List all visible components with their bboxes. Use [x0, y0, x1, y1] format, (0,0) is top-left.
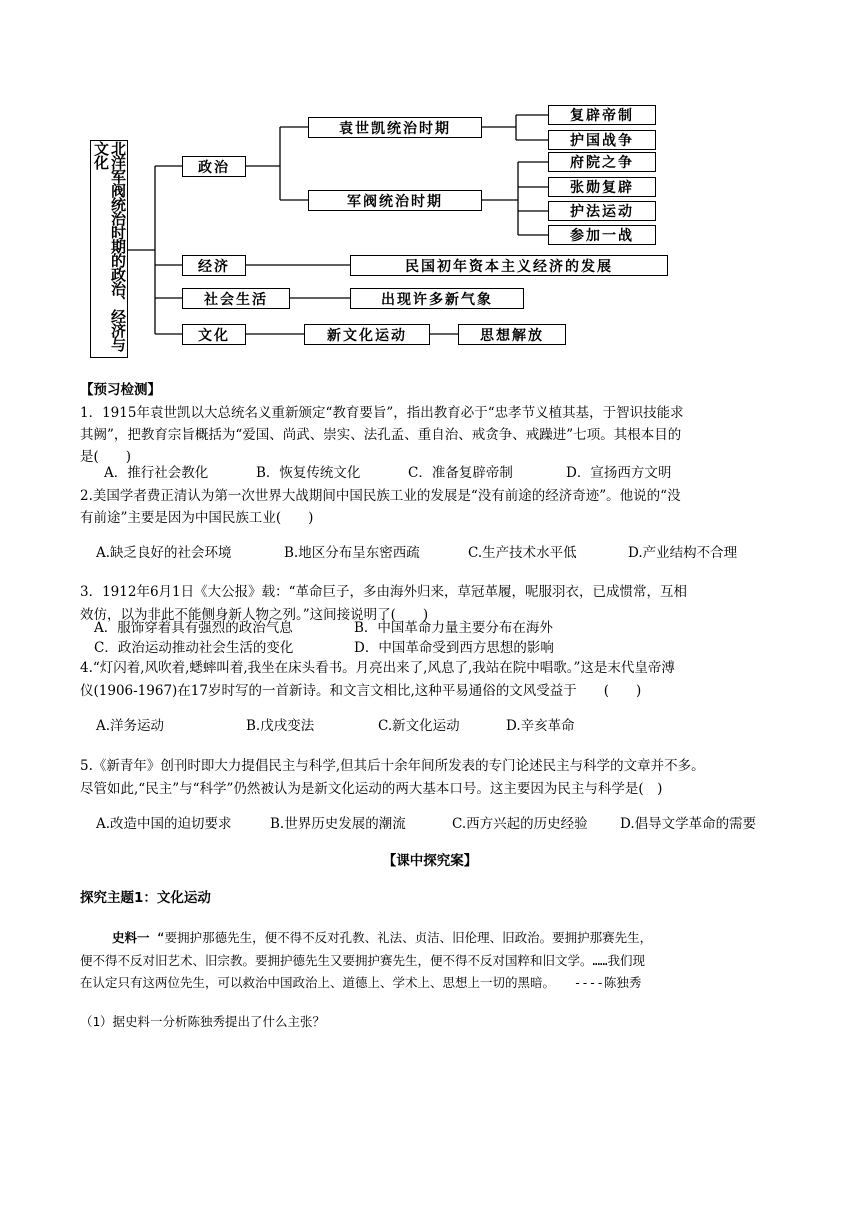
q3-option-b[interactable]: B．中国革命力量主要分布在海外: [354, 620, 553, 636]
q5-option-b[interactable]: B.世界历史发展的潮流: [270, 816, 406, 832]
node-social-life: 社会生活: [182, 288, 290, 309]
q4-option-b[interactable]: B.戊戌变法: [246, 718, 315, 734]
q3-line2: 效仿，以为非此不能侧身新人物之列。”这间接说明了( ): [80, 607, 429, 623]
q3-line1: 3．1912年6月1日《大公报》载：“革命巨子，多由海外归来，草冠革履，呢服羽衣，已成惯常，互相: [80, 584, 688, 600]
node-culture: 文化: [182, 324, 246, 345]
node-economy: 经济: [182, 255, 246, 276]
q4-option-c[interactable]: C.新文化运动: [378, 718, 460, 734]
q5-option-a[interactable]: A.改造中国的迫切要求: [96, 816, 232, 832]
q5-options: [0, 814, 860, 834]
inquiry-topic-1: 探究主题1：文化运动: [80, 890, 211, 906]
q5-option-c[interactable]: C.西方兴起的历史经验: [452, 816, 588, 832]
q4-options: [0, 716, 860, 736]
q3-option-d[interactable]: D．中国革命受到西方思想的影响: [354, 640, 554, 656]
node-fuyuan-dispute: 府院之争: [548, 152, 656, 172]
node-restore-monarchy: 复辟帝制: [548, 105, 656, 125]
q5-line1: 5.《新青年》创刊时即大力提倡民主与科学,但其后十余年间所发表的专门论述民主与科学的文章并不多。: [80, 758, 705, 774]
q3-option-a[interactable]: A．服饰穿着具有强烈的政治气息: [94, 620, 293, 636]
source-1-line3: 在认定只有这两位先生，可以救治中国政治上、道德上、学术上、思想上一切的黑暗。 ----陈独秀: [80, 975, 642, 990]
node-yuan-period: 袁世凯统治时期: [308, 117, 482, 138]
source-1-text-line1: “要拥护那德先生，便不得不反对孔教、礼法、贞洁、旧伦理、旧政治。要拥护那赛先生，: [157, 930, 653, 945]
question-1-prompt: （1）据史料一分析陈独秀提出了什么主张？: [80, 1014, 326, 1029]
q2-option-c[interactable]: C.生产技术水平低: [468, 545, 577, 561]
q1-line1: 1．1915年袁世凯以大总统名义重新颁定“教育要旨”，指出教育必于“忠孝节义植其基，于智识技能求: [80, 405, 684, 421]
q5-option-d[interactable]: D.倡导文学革命的需要: [620, 816, 757, 832]
node-national-protection-war: 护国战争: [548, 130, 656, 150]
node-warlord-period: 军阀统治时期: [308, 190, 482, 211]
q2-option-d[interactable]: D.产业结构不合理: [628, 545, 738, 561]
q4-option-d[interactable]: D.辛亥革命: [506, 718, 575, 734]
concept-map-connectors: [0, 0, 860, 370]
q2-line1: 2.美国学者费正清认为第一次世界大战期间中国民族工业的发展是“没有前途的经济奇迹”。他说的“没: [80, 488, 681, 504]
node-social-detail: 出现许多新气象: [350, 288, 524, 309]
q1-option-b[interactable]: B．恢复传统文化: [256, 465, 361, 481]
source-1-line1: [112, 928, 652, 948]
q1-option-a[interactable]: A．推行社会教化: [104, 465, 209, 481]
node-new-culture-movement: 新文化运动: [304, 324, 430, 345]
q1-line3: 是( ): [80, 449, 132, 465]
q4-line1: 4.“灯闪着,风吹着,蟋蟀叫着,我坐在床头看书。月亮出来了,风息了,我站在院中唱歌。”这是末代皇帝溥: [80, 660, 675, 676]
q2-option-b[interactable]: B.地区分布呈东密西疏: [284, 545, 420, 561]
q2-options: [0, 543, 860, 563]
q1-options: [0, 463, 860, 483]
q3-options-row1: [0, 618, 860, 638]
source-1-label: 史料一: [112, 930, 150, 945]
q5-line2: 尽管如此,“民主”与“科学”仍然被认为是新文化运动的两大基本口号。这主要因为民主与科学是( ): [80, 781, 663, 797]
q1-option-d[interactable]: D．宣扬西方文明: [566, 465, 672, 481]
node-join-ww1: 参加一战: [548, 225, 656, 245]
q3-option-c[interactable]: C．政治运动推动社会生活的变化: [94, 640, 294, 656]
q1-line2: 其阙”，把教育宗旨概括为“爱国、尚武、崇实、法孔孟、重自治、戒贪争、戒躁进”七项。其根本目的: [80, 427, 682, 443]
q4-option-a[interactable]: A.洋务运动: [96, 718, 165, 734]
q1-option-c[interactable]: C．准备复辟帝制: [408, 465, 513, 481]
answer-space[interactable]: [80, 1040, 780, 1190]
node-politics: 政治: [182, 156, 246, 177]
q2-option-a[interactable]: A.缺乏良好的社会环境: [96, 545, 232, 561]
node-constitution-protection: 护法运动: [548, 201, 656, 221]
concept-map: [0, 0, 860, 370]
q3-options-row2: [0, 638, 860, 658]
preview-heading: 【预习检测】: [80, 382, 161, 398]
inclass-heading: 【课中探究案】: [382, 853, 478, 869]
node-economy-detail: 民国初年资本主义经济的发展: [350, 255, 668, 276]
q2-line2: 有前途”主要是因为中国民族工业( ): [80, 510, 314, 526]
diagram-root-box: 北洋军阀统治时期的政治、经济与文化: [90, 140, 128, 358]
node-thought-liberation: 思想解放: [458, 324, 566, 345]
node-zhangxun-restoration: 张勋复辟: [548, 177, 656, 197]
q4-line2: 仪(1906-1967)在17岁时写的一首新诗。和文言文相比,这种平易通俗的文风受益于 ( ): [80, 683, 642, 699]
source-1-line2: 便不得不反对旧艺术、旧宗教。要拥护德先生又要拥护赛先生，便不得不反对国粹和旧文学。……我们现: [80, 953, 646, 968]
